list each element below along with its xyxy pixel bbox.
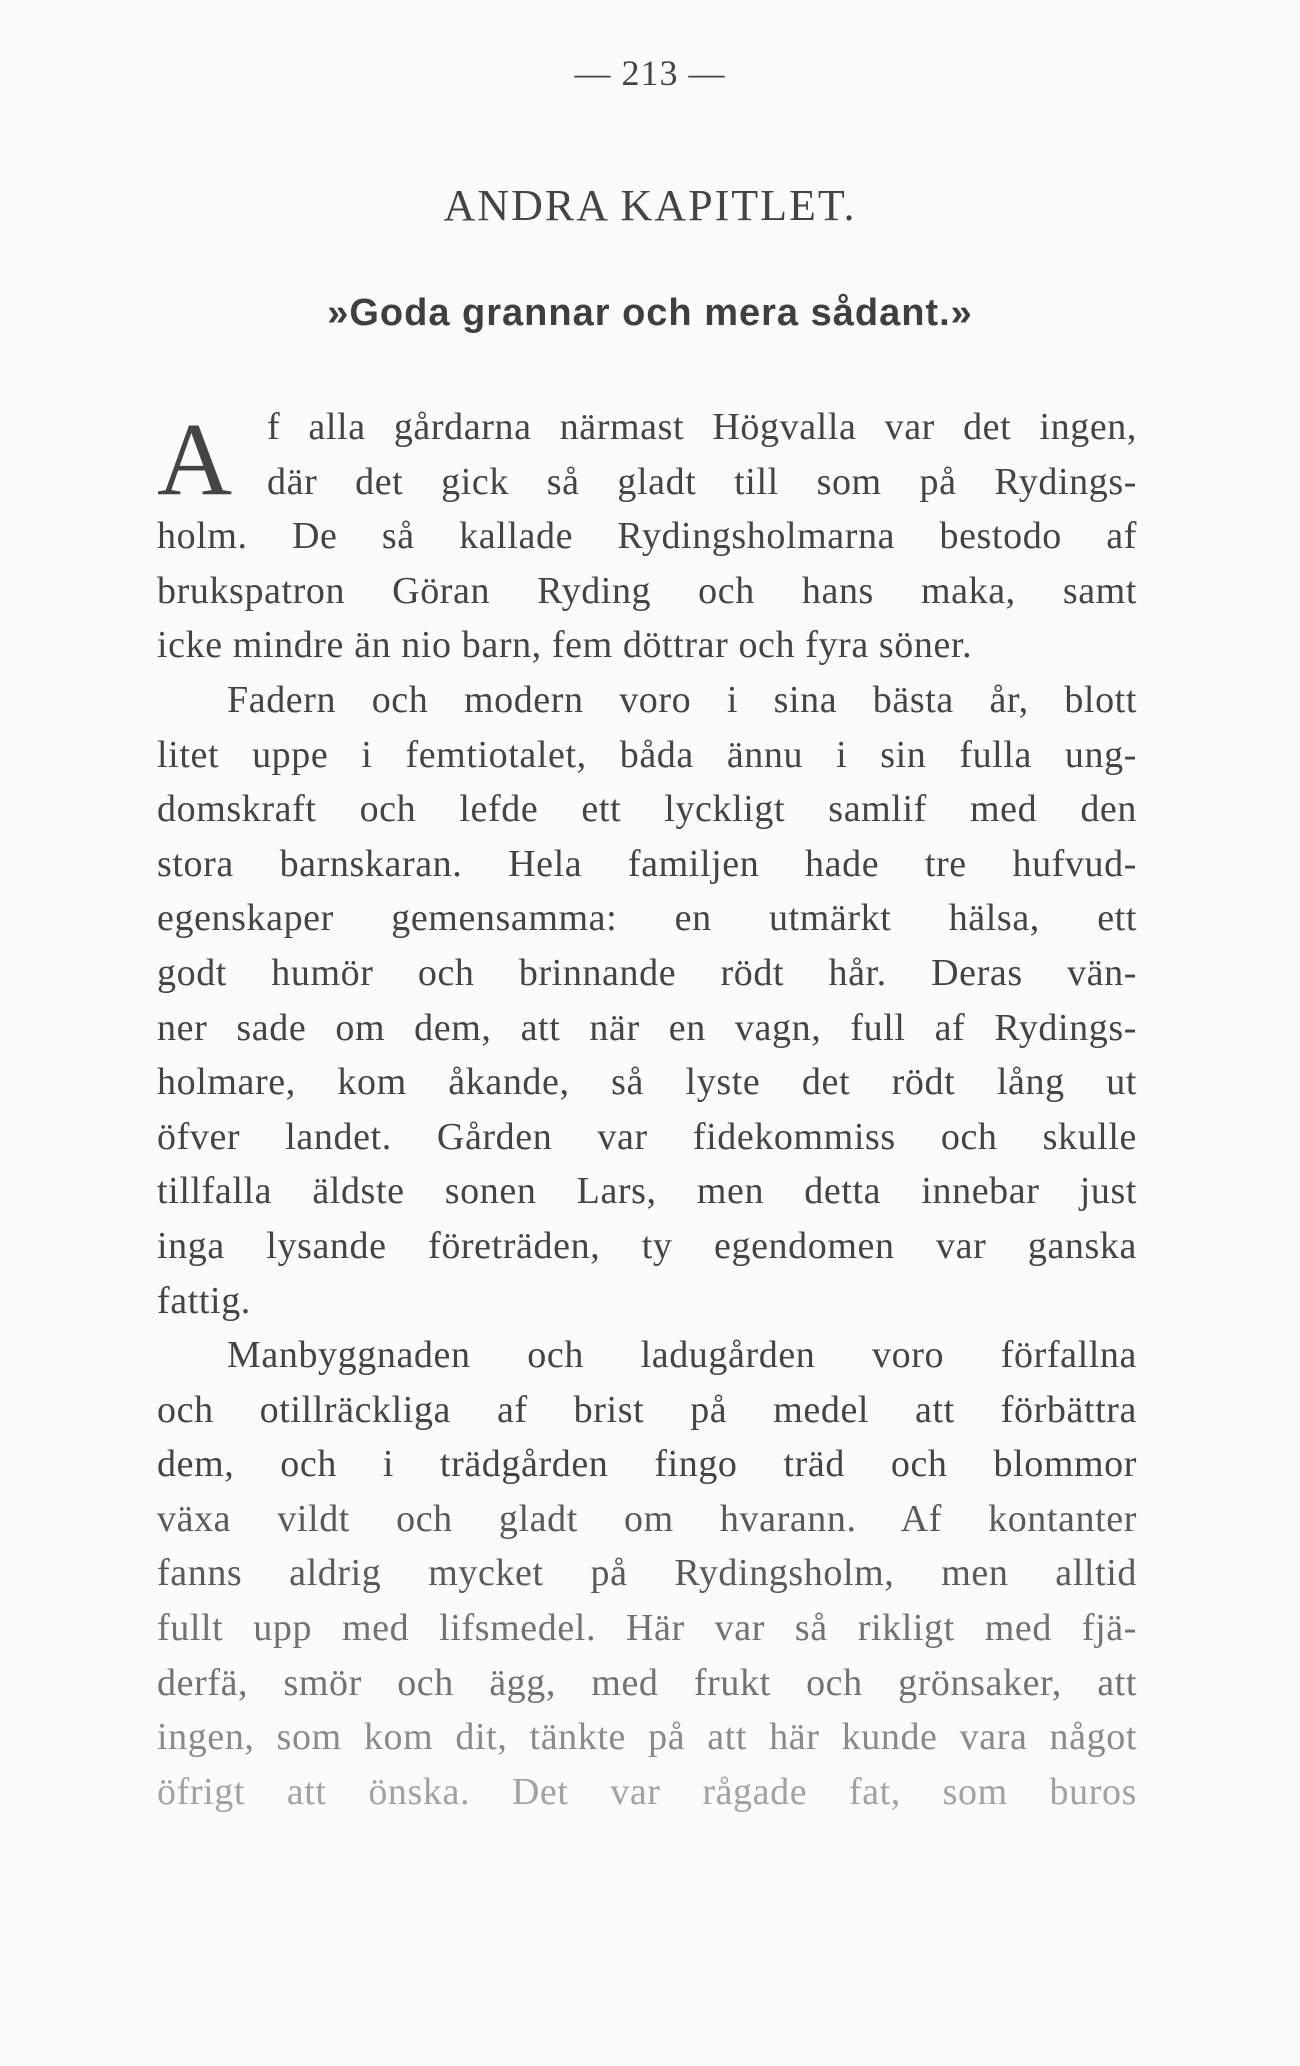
text-line: växa vildt och gladt om hvarann. Af kontanter xyxy=(157,1497,1137,1540)
text-line: ner sade om dem, att när en vagn, full af Rydings- xyxy=(157,1006,1137,1049)
text-line: holm. De så kallade Rydingsholmarna bestodo af xyxy=(157,515,1137,558)
text-line: öfrigt att önska. Det var rågade fat, som buros xyxy=(157,1770,1137,1813)
page-number: — 213 — xyxy=(574,53,726,93)
text-line: litet uppe i femtiotalet, båda ännu i sin fulla ung- xyxy=(157,733,1137,776)
text-line: egenskaper gemensamma: en utmärkt hälsa, ett xyxy=(157,897,1137,940)
text-line: dem, och i trädgården fingo träd och blommor xyxy=(157,1443,1137,1486)
text-line: Fadern och modern voro i sina bästa år, blott xyxy=(227,678,1137,721)
text-line: inga lysande företräden, ty egendomen var ganska xyxy=(157,1224,1137,1267)
text-line: holmare, kom åkande, så lyste det rödt lång ut xyxy=(157,1061,1137,1104)
text-line: ingen, som kom dit, tänkte på att här kunde vara något xyxy=(157,1716,1137,1759)
text-line: derfä, smör och ägg, med frukt och grönsaker, att xyxy=(157,1661,1137,1704)
drop-cap: A xyxy=(157,402,233,517)
chapter-subtitle: »Goda grannar och mera sådant.» xyxy=(327,292,973,334)
text-line: öfver landet. Gården var fidekommiss och skulle xyxy=(157,1115,1137,1158)
text-line: fattig. xyxy=(157,1279,251,1322)
text-line: domskraft och lefde ett lyckligt samlif med den xyxy=(157,788,1137,831)
text-line: tillfalla äldste sonen Lars, men detta innebar just xyxy=(157,1170,1137,1213)
text-line: där det gick så gladt till som på Rydings- xyxy=(267,460,1137,503)
text-line: Manbyggnaden och ladugården voro förfallna xyxy=(227,1334,1137,1377)
body-text xyxy=(157,400,1137,1819)
text-line: fullt upp med lifsmedel. Här var så rikligt med fjä- xyxy=(157,1607,1137,1650)
text-line: f alla gårdarna närmast Högvalla var det ingen, xyxy=(267,406,1137,448)
chapter-title: ANDRA KAPITLET. xyxy=(443,181,857,230)
text-line: fanns aldrig mycket på Rydingsholm, men alltid xyxy=(157,1552,1137,1595)
text-line: stora barnskaran. Hela familjen hade tre hufvud- xyxy=(157,842,1137,885)
text-line: brukspatron Göran Ryding och hans maka, samt xyxy=(157,569,1137,612)
text-line: godt humör och brinnande rödt hår. Deras vän- xyxy=(157,951,1137,994)
text-line: och otillräckliga af brist på medel att förbättra xyxy=(157,1388,1137,1431)
text-line: icke mindre än nio barn, fem döttrar och fyra söner. xyxy=(157,624,973,667)
